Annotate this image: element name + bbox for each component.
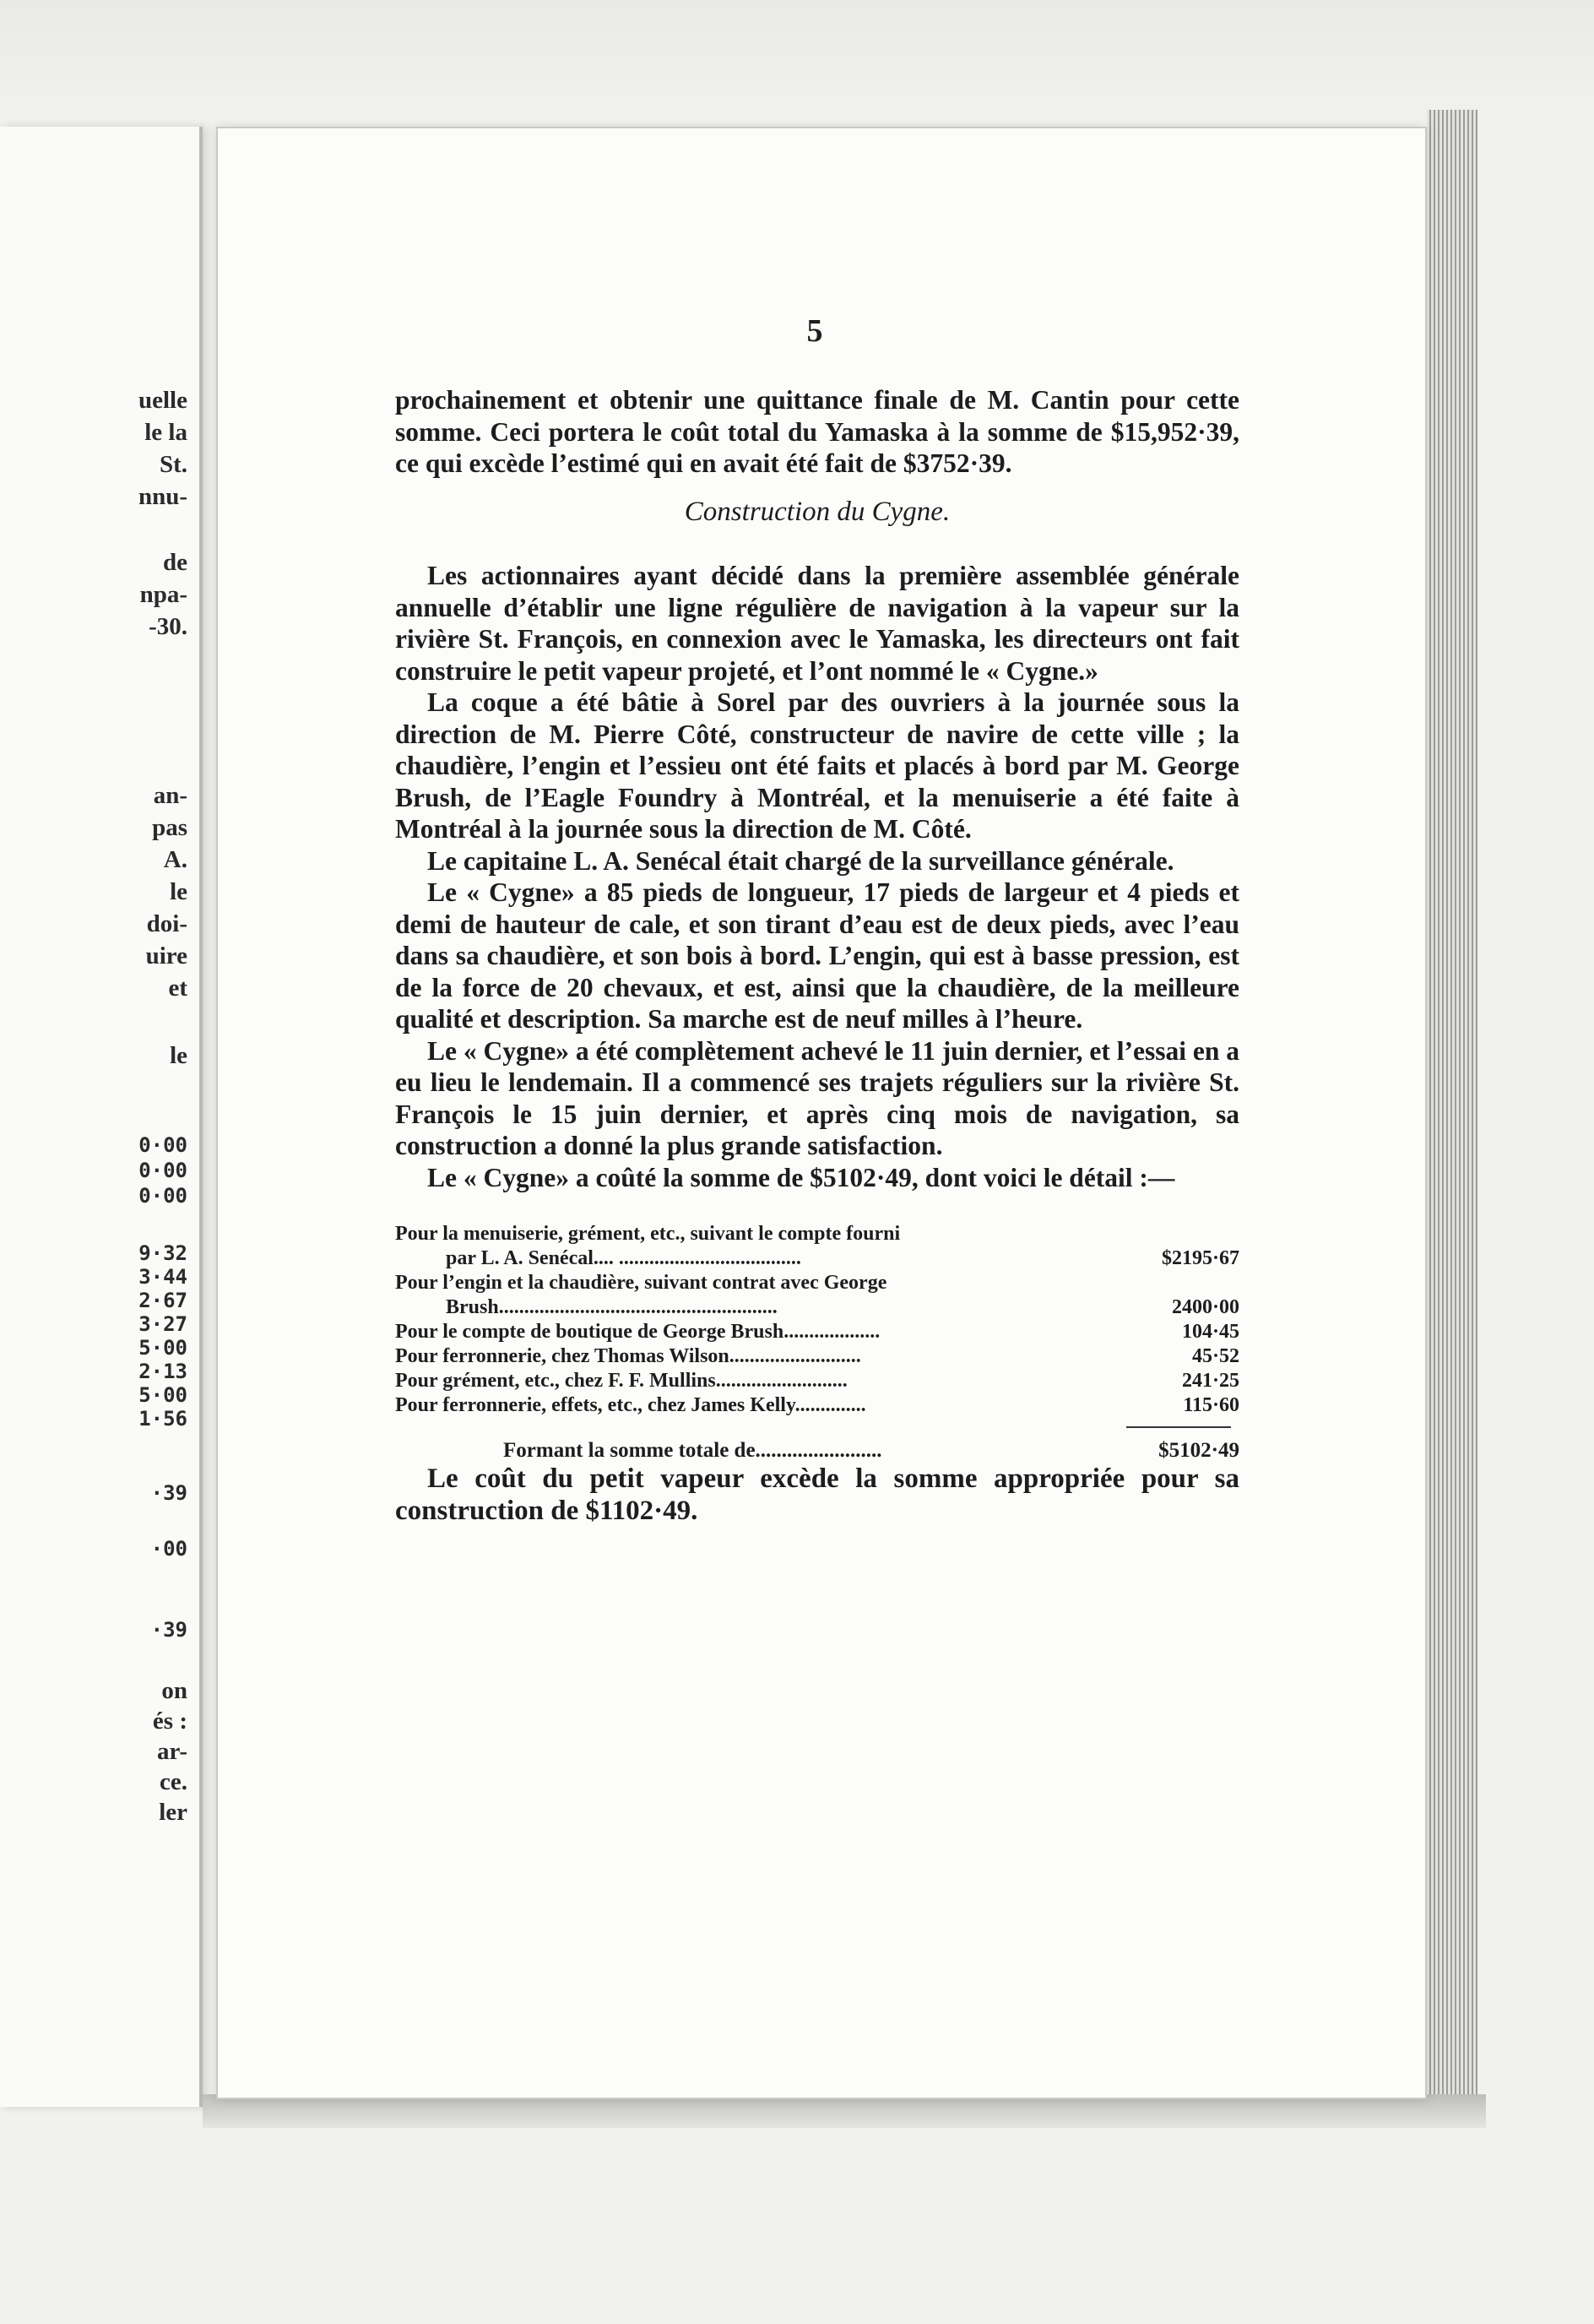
ledger-total-rule <box>1126 1426 1231 1428</box>
book-bottom-edge <box>203 2094 1486 2128</box>
left-page-text-fragment: ler <box>159 1799 187 1826</box>
left-page-text-fragment: le <box>170 878 187 905</box>
left-page-text-fragment: doi- <box>146 910 187 937</box>
ledger-total-row <box>395 1438 1239 1463</box>
ledger-row <box>395 1369 1239 1393</box>
paragraph: La coque a été bâtie à Sorel par des ouvriers à la journée sous la direction de M. Pierre Côté, constructeur de navire de cette ville ; la chaudière, l’engin et l’essieu ont été faits et placés à bord par M. George Brush, de l’Eagle Foundry à Montréal, et la menuiserie a été faite à Montréal à la journée sous la direction de M. Côté. <box>395 687 1239 844</box>
ledger-description: Pour ferronnerie, chez Thomas Wilson.......................... <box>395 1345 861 1367</box>
paragraph: Le capitaine L. A. Senécal était chargé de la surveillance générale. <box>427 845 1174 876</box>
ledger-row <box>395 1344 1239 1369</box>
ledger-row <box>395 1393 1239 1418</box>
left-page-text-fragment: St. <box>159 451 187 478</box>
left-page-text-fragment: pas <box>152 814 187 841</box>
left-page-text-fragment: 5·00 <box>138 1383 187 1407</box>
left-page-text-fragment: le la <box>144 419 187 446</box>
ledger-description: Brush....................................................... <box>446 1296 778 1318</box>
left-page-text-fragment: 0·00 <box>138 1159 187 1182</box>
left-page-text-fragment: de <box>163 549 187 576</box>
left-page-text-fragment: 3·27 <box>138 1312 187 1336</box>
ledger-description: Pour le compte de boutique de George Brush................... <box>395 1321 881 1343</box>
left-page-text-fragment: 0·00 <box>138 1133 187 1157</box>
page-content <box>395 384 1239 1527</box>
left-page-text-fragment: ·39 <box>150 1618 187 1642</box>
ledger-row <box>395 1222 1239 1246</box>
paragraph: Le « Cygne» a coûté la somme de $5102·49, dont voici le détail :— <box>427 1162 1175 1192</box>
left-page-text-fragment: -30. <box>149 613 187 640</box>
page-edges <box>1427 110 1477 2103</box>
ledger-description: Pour la menuiserie, grément, etc., suivant le compte fourni <box>395 1223 901 1245</box>
left-facing-page <box>0 127 203 2107</box>
ledger-amount: $2195·67 <box>1161 1247 1239 1269</box>
left-page-text-fragment: 0·00 <box>138 1184 187 1208</box>
left-page-text-fragment: an- <box>153 782 187 809</box>
paragraph: Les actionnaires ayant décidé dans la première assemblée générale annuelle d’établir une ligne régulière de navigation à la vapeur sur la rivière St. François, en connexion avec le Yamaska, les directeurs ont fait construire le petit vapeur projeté, et l’ont nommé le « Cygne.» <box>395 561 1239 686</box>
left-page-text-fragment: nnu- <box>138 483 187 510</box>
section-title: Construction du Cygne. <box>684 496 951 527</box>
left-page-text-fragment: on <box>161 1677 187 1704</box>
ledger-amount: 104·45 <box>1181 1321 1239 1343</box>
paragraph-continuation: prochainement et obtenir une quittance finale de M. Cantin pour cette somme. Ceci portera le coût total du Yamaska à la somme de $15,952·39, ce qui excède l’estimé qui en avait été fait de $3752·39. <box>395 385 1239 478</box>
left-page-text-fragment: 2·13 <box>138 1360 187 1383</box>
ledger-description: par L. A. Senécal.... .................................... <box>446 1247 801 1269</box>
left-page-text-fragment: 2·67 <box>138 1289 187 1312</box>
left-page-text-fragment: npa- <box>139 581 187 608</box>
paragraph: Le « Cygne» a été complètement achevé le 11 juin dernier, et l’essai en a eu lieu le lendemain. Il a commencé ses trajets réguliers sur la rivière St. François le 15 juin dernier, et après cinq mois de navigation, sa construction a donné la plus grande satisfaction. <box>395 1035 1240 1160</box>
left-page-text-fragment: 5·00 <box>138 1336 187 1360</box>
ledger-row <box>395 1246 1239 1271</box>
ledger-total-amount: $5102·49 <box>1158 1439 1239 1462</box>
left-page-text-fragment: uelle <box>138 387 187 414</box>
left-page-text-fragment: ·39 <box>150 1481 187 1505</box>
left-page-text-fragment: uire <box>145 942 187 969</box>
ledger-row <box>395 1320 1239 1344</box>
ledger-description: Pour l’engin et la chaudière, suivant contrat avec George <box>395 1272 887 1294</box>
ledger-description: Pour grément, etc., chez F. F. Mullins.......................... <box>395 1370 848 1392</box>
ledger-total-label: Formant la somme totale de........................ <box>503 1439 882 1462</box>
left-page-text-fragment: A. <box>163 846 187 873</box>
ledger-description: Pour ferronnerie, effets, etc., chez James Kelly.............. <box>395 1394 866 1416</box>
left-page-text-fragment: et <box>168 975 187 1002</box>
left-page-text-fragment: le <box>170 1042 187 1069</box>
ledger-amount: 45·52 <box>1191 1345 1239 1367</box>
cost-ledger <box>395 1222 1239 1463</box>
paragraph: Le « Cygne» a 85 pieds de longueur, 17 pieds de largeur et 4 pieds et demi de hauteur de cale, et son tirant d’eau est de deux pieds, avec l’eau dans sa chaudière, et son bois à bord. L’engin, qui est à basse pression, est de la force de 20 chevaux, et est, ainsi que la chaudière, de la meilleure qualité et description. Sa marche est de neuf milles à l’heure. <box>395 877 1239 1034</box>
ledger-amount: 115·60 <box>1183 1394 1239 1416</box>
ledger-amount: 241·25 <box>1181 1370 1239 1392</box>
page-number: 5 <box>806 313 823 349</box>
left-page-text-fragment: ·00 <box>150 1537 187 1561</box>
ledger-row <box>395 1271 1239 1295</box>
scan-background <box>0 0 1594 118</box>
left-page-text-fragment: és : <box>152 1708 187 1735</box>
ledger-amount: 2400·00 <box>1171 1296 1239 1318</box>
ledger-row <box>395 1295 1239 1320</box>
left-page-text-fragment: ar- <box>157 1738 187 1765</box>
left-page-text-fragment: 3·44 <box>138 1265 187 1289</box>
left-page-text-fragment: 1·56 <box>138 1407 187 1431</box>
closing-paragraph: Le coût du petit vapeur excède la somme appropriée pour sa construction de $1102·49. <box>395 1463 1239 1526</box>
left-page-text-fragment: ce. <box>160 1768 187 1795</box>
left-page-text-fragment: 9·32 <box>138 1241 187 1265</box>
